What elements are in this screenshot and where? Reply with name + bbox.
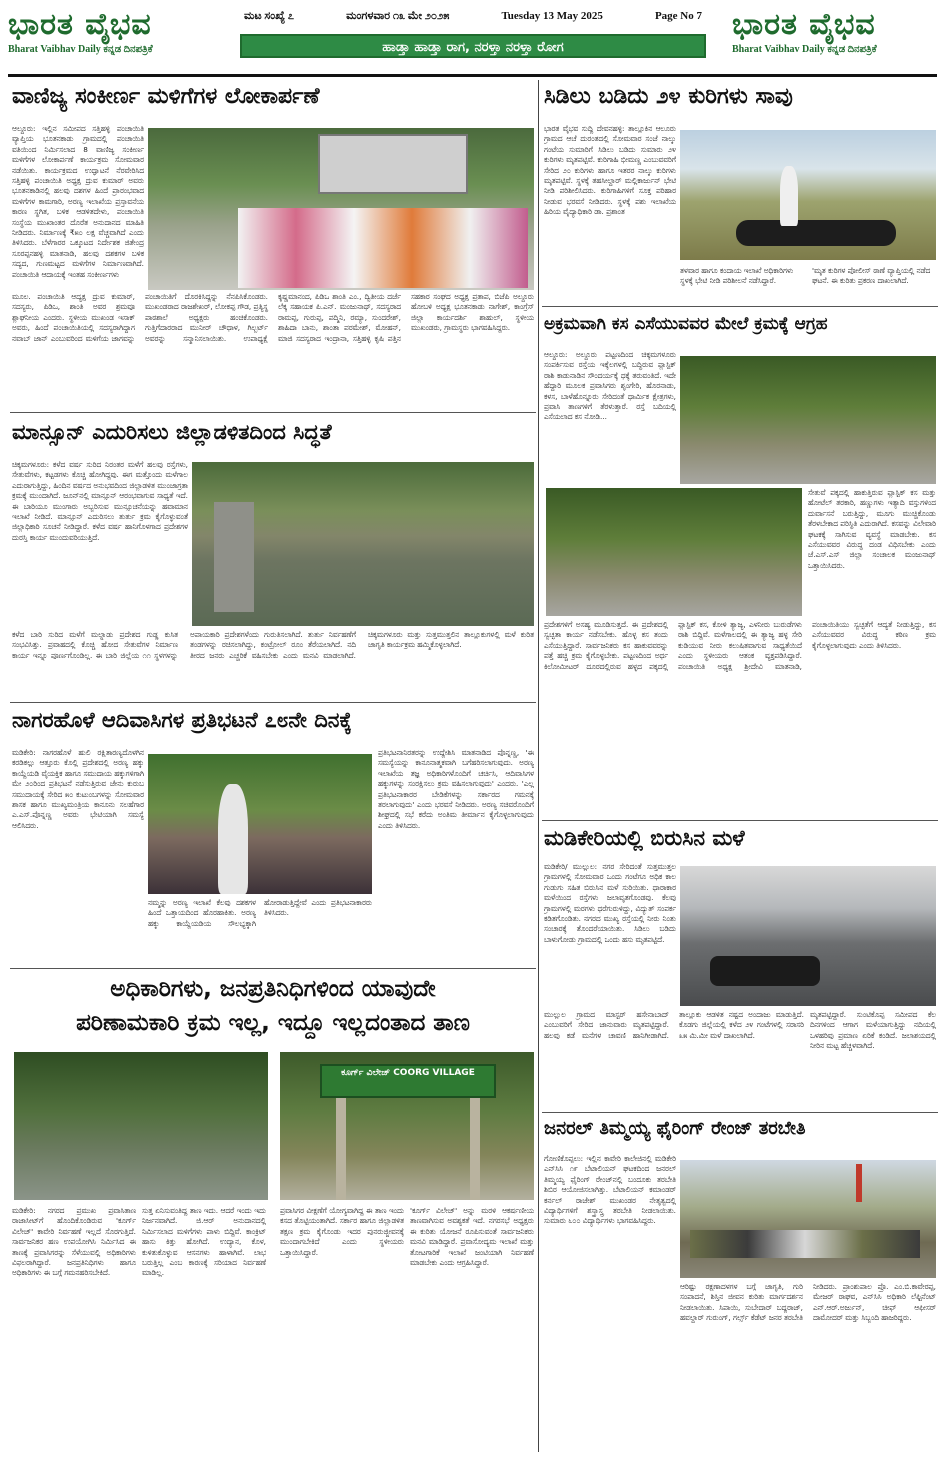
pond-photo: [14, 1052, 268, 1200]
garbage-photo-2: [546, 488, 802, 616]
masthead-rule: [8, 74, 937, 77]
headline: ವಾಣಿಜ್ಯ ಸಂಕೀರ್ಣ ಮಳಿಗೆಗಳ ಲೋಕಾರ್ಪಣೆ: [12, 84, 320, 109]
photo-caption: 'ಮೃತ ಕುರಿಗಳ ಪೋಲೀಸ್ ಠಾಣೆ ವ್ಯಾಪ್ತಿಯಲ್ಲಿ ನಡೆದ ಘಟನೆ. ಈ ಕುರಿತು ಪ್ರಕರಣ ದಾಖಲಾಗಿದೆ.: [812, 266, 931, 286]
article-body: 'ಕೂರ್ಗ್ ವಿಲೇಜ್' ಅನ್ನು ಮರಳಿ ಆಕರ್ಷಣೀಯ ತಾಣವಾಗಿಸುವ ಅವಶ್ಯಕತೆ ಇದೆ. ನಗರಸಭೆ ಅಧ್ಯಕ್ಷರು ಈ ಕುರಿತು ಯೋಜನೆ ರೂಪಿಸುವಂತೆ ಸಾರ್ವಜನಿಕರು ಮನವಿ ಮಾಡಿದ್ದಾರೆ. ಪ್ರವಾಸೋದ್ಯಮ ಇಲಾಖೆ ಮತ್ತು ತೋಟಗಾರಿಕೆ ಇಲಾಖೆ ಜಂಟಿಯಾಗಿ ನಿರ್ವಹಣೆ ಮಾಡಬೇಕು ಎಂದು ಆಗ್ರಹಿಸಿದ್ದಾರೆ.: [410, 1206, 534, 1268]
divider: [10, 412, 536, 413]
river-photo: [192, 462, 534, 626]
article-body: ಮಡಿಕೇರಿ/ ಮುಲ್ಲುಲ: ನಗರ ಸೇರಿದಂತೆ ಸುತ್ತಮುತ್ತಲ ಗ್ರಾಮಗಳಲ್ಲಿ ಸೋಮವಾರ ಒಂದು ಗಂಟೆಗೂ ಅಧಿಕ ಕಾಲ ಗುಡುಗು ಸಹಿತ ಬಿರುಸಿನ ಮಳೆ ಸುರಿಯಿತು. ಧಾರಾಕಾರ ಮಳೆಯಿಂದ ರಸ್ತೆಗಳು ಜಲಾವೃತಗೊಂಡವು. ಕೆಲವು ಗ್ರಾಮಗಳಲ್ಲಿ ಮರಗಳು ಧರೆಗುರುಳಿದ್ದು, ವಿದ್ಯುತ್ ಸಂಪರ್ಕ ಕಡಿತಗೊಂಡಿತು. ನಗರದ ಮುಖ್ಯ ರಸ್ತೆಯಲ್ಲಿ ನೀರು ನಿಂತು ಸಂಚಾರಕ್ಕೆ ತೊಂದರೆಯಾಯಿತು. ಸಿಡಿಲು ಬಡಿದು ಬಾಳುಗೋಡು ಗ್ರಾಮದಲ್ಲಿ ಒಂದು ಹಸು ಮೃತಪಟ್ಟಿದೆ.: [544, 862, 676, 944]
person-graphic: [218, 784, 248, 894]
issue-number: ಮಟ ಸಂಖ್ಯೆ ೭: [244, 9, 294, 22]
cadets-graphic: [690, 1230, 920, 1258]
date-kannada: ಮಂಗಳವಾರ ೧೩ ಮೇ ೨೦೨೫: [346, 9, 450, 22]
inauguration-photo: [148, 128, 534, 290]
coorg-village-gate-photo: [280, 1052, 534, 1200]
article-body: ಭಾರತ ವೈಭವ ಸುದ್ದಿ ದೇವನಹಳ್ಳಿ: ತಾಲ್ಲೂಕಿನ ಆಲೂರು ಗ್ರಾಮದ ಆಚೆ ದುರಂತದಲ್ಲಿ ಸೋಮವಾರ ಸಂಜೆ ನಾಲ್ಕು ಗಂಟೆಯ ಸುಮಾರಿಗೆ ಸಿಡಿಲು ಬಡಿದು ಸುಮಾರು ೨೪ ಕುರಿಗಳು ಮೃತಪಟ್ಟಿವೆ. ಕುರಿಗಾಹಿ ಭೀಮಣ್ಣ ಎಂಬುವವರಿಗೆ ಸೇರಿದ ೨೦ ಕುರಿಗಳು ಹಾಗೂ ಇತರರ ನಾಲ್ಕು ಕುರಿಗಳು ಮೃತಪಟ್ಟಿವೆ. ಸ್ಥಳಕ್ಕೆ ತಹಸೀಲ್ದಾರ್ ಮಲ್ಲಿಕಾರ್ಜುನ್ ಭೇಟಿ ನೀಡಿ ಪರಿಶೀಲಿಸಿದರು. ಕುರಿಗಾಹಿಗಳಿಗೆ ಸೂಕ್ತ ಪರಿಹಾರ ನೀಡುವ ಭರವಸೆ ನೀಡಿದರು. ಸ್ಥಳಕ್ಕೆ ಪಶು ಇಲಾಖೆಯ ಹಿರಿಯ ವೈದ್ಯಾಧಿಕಾರಿ ಡಾ. ಪ್ರಶಾಂತ: [544, 124, 676, 217]
divider: [542, 1112, 938, 1113]
logo-subtitle: Bharat Vaibhav Daily ಕನ್ನಡ ದಿನಪತ್ರಿಕೆ: [8, 44, 153, 55]
gate-post-left: [336, 1098, 346, 1200]
headline: ಅಕ್ರಮವಾಗಿ ಕಸ ಎಸೆಯುವವರ ಮೇಲೆ ಕ್ರಮಕ್ಕೆ ಆಗ್ರಹ: [544, 314, 828, 334]
headline: ಜನರಲ್ ತಿಮ್ಮಯ್ಯ ಫೈರಿಂಗ್ ರೇಂಜ್ ತರಬೇತಿ: [544, 1118, 806, 1139]
article-body: ಮಡಿಕೇರಿ: ನಾಗರಹೊಳೆ ಹುಲಿ ರಕ್ಷಿತಾರಣ್ಯದೊಳಗಿನ ಕರಡಿಕಲ್ಲು ಆತ್ತೂರು ಕೊಲ್ಲಿ ಪ್ರದೇಶದಲ್ಲಿ ಅರಣ್ಯ ಹಕ್ಕು ಕಾಯ್ದೆಯಡಿ ವೈಯಕ್ತಿಕ ಹಾಗೂ ಸಮುದಾಯ ಹಕ್ಕುಗಳಿಗಾಗಿ ಮೇ ೨೦ರಿಂದ ಪ್ರತಿಭಟನೆ ನಡೆಸುತ್ತಿರುವ ಜೇನು ಕುರುಬ ಸಮುದಾಯಕ್ಕೆ ಸೇರಿದ ೫೦ ಕುಟುಂಬಗಳನ್ನು ಸೋಮವಾರ ಶಾಸಕ ಹಾಗೂ ಮುಖ್ಯಮಂತ್ರಿಯ ಕಾನೂನು ಸಲಹೆಗಾರ ಎ.ಎಸ್.ಪೊನ್ನಣ್ಣ ಅವರು ಭೇಟಿಯಾಗಿ ಸಮಸ್ಯೆ ಆಲಿಸಿದರು.: [12, 748, 144, 830]
column-separator: [538, 80, 539, 1452]
dead-sheep-photo: [680, 130, 936, 260]
person-graphic: [780, 166, 798, 226]
article-body: ನಮ್ಮನ್ನು ಅರಣ್ಯ ಇಲಾಖೆ ಕೆಲವು ದಶಕಗಳ ಹಿಂದೆ ಒತ್ತಾಯದಿಂದ ಹೊರಹಾಕಿತು. ಅರಣ್ಯ ಹಕ್ಕು ಕಾಯ್ದೆಯಡಿಯ ಸೌಲಭ್ಯಕ್ಕಾಗಿ ಹೋರಾಡುತ್ತಿದ್ದೇವೆ ಎಂದು ಪ್ರತಿಭಟನಾಕಾರರು ತಿಳಿಸಿದರು.: [148, 898, 372, 928]
logo-subtitle: Bharat Vaibhav Daily ಕನ್ನಡ ದಿನಪತ್ರಿಕೆ: [732, 44, 877, 55]
rain-street-photo: [680, 866, 936, 1006]
masthead-logo-right: [732, 6, 937, 68]
article-body: ಚಿಕ್ಕಮಗಳೂರು: ಕಳೆದ ವರ್ಷ ಸುರಿದ ನಿರಂತರ ಮಳೆಗೆ ಹಲವು ರಸ್ತೆಗಳು, ಸೇತುವೆಗಳು, ಕಟ್ಟಡಗಳು ಕೊಚ್ಚಿ ಹೋಗಿದ್ದವು. ಈಗ ಮತ್ತೊಂದು ಮಳೆಗಾಲ ಎದುರಾಗುತ್ತಿದ್ದು, ಹಿಂದಿನ ವರ್ಷದ ಅನುಭವದಿಂದ ಜಿಲ್ಲಾಡಳಿತ ಮುಂಜಾಗ್ರತಾ ಕ್ರಮಕ್ಕೆ ಮುಂದಾಗಿದೆ. ಜೂನ್‌ನಲ್ಲಿ ಮಾನ್ಸೂನ್ ಆರಂಭವಾಗುವ ಸಾಧ್ಯತೆ ಇದೆ. ಈ ಬಾರಿಯೂ ಮುಂಗಾರು ಅಬ್ಬರಿಸುವ ಮುನ್ಸೂಚನೆಯನ್ನು ಹವಾಮಾನ ಇಲಾಖೆ ನೀಡಿದೆ. ಮಾನ್ಸೂನ್ ಎದುರಿಸಲು ತುರ್ತು ಕ್ರಮ ಕೈಗೊಳ್ಳುವಂತೆ ಜಿಲ್ಲಾಧಿಕಾರಿ ಸೂಚನೆ ನೀಡಿದ್ದಾರೆ. ಕಳೆದ ವರ್ಷ ಹಾನಿಗೊಳಗಾದ ಪ್ರದೇಶಗಳ ದುರಸ್ತಿ ಕಾರ್ಯ ಮುಂದುವರಿಯುತ್ತಿದೆ.: [12, 460, 188, 542]
article-body: ಸೇತುವೆ ಪಕ್ಕದಲ್ಲಿ ಹಾಕುತ್ತಿರುವ ಪ್ಲಾಸ್ಟಿಕ್ ಕಸ ಮತ್ತು ಹೋಟೆಲ್ ತರಕಾರಿ, ಹಣ್ಣುಗಳು ಇತ್ಯಾದಿ ವಸ್ತುಗಳಿಂದ ದುರ್ವಾಸನೆ ಬರುತ್ತಿದ್ದು, ಮೂಗು ಮುಚ್ಚಿಕೊಂಡು ತೆರಳಬೇಕಾದ ಪರಿಸ್ಥಿತಿ ಎದುರಾಗಿದೆ. ಕಸವನ್ನು ವಿಲೇವಾರಿ ಘಟಕಕ್ಕೆ ಸಾಗಿಸುವ ವ್ಯವಸ್ಥೆ ಮಾಡಬೇಕು. ಕಸ ಎಸೆಯುವವರ ವಿರುದ್ಧ ದಂಡ ವಿಧಿಸಬೇಕು ಎಂದು ಜೆ.ಎಸ್.ಎಸ್ ಜಿಲ್ಲಾ ಸಂಚಾಲಕ ಮಂಜುನಾಥ್ ಒತ್ತಾಯಿಸಿದರು.: [808, 488, 936, 570]
masthead: [8, 6, 937, 72]
headline: ನಾಗರಹೊಳೆ ಆದಿವಾಸಿಗಳ ಪ್ರತಿಭಟನೆ ೭೮ನೇ ದಿನಕ್ಕೆ: [12, 708, 352, 732]
issue-meta: [240, 6, 706, 26]
article-body: ಪ್ರವಾಸಿಗರ ವೀಕ್ಷಣೆಗೆ ಯೋಗ್ಯವಾಗಿದ್ದ ಈ ತಾಣ ಇಂದು ಕಸದ ತೊಟ್ಟಿಯಂತಾಗಿದೆ. ಸರ್ಕಾರ ಹಾಗೂ ಜಿಲ್ಲಾಡಳಿತ ತಕ್ಷಣ ಕ್ರಮ ಕೈಗೊಂಡು ಇದರ ಪುನರುಜ್ಜೀವನಕ್ಕೆ ಮುಂದಾಗಬೇಕಿದೆ ಎಂದು ಸ್ಥಳೀಯರು ಒತ್ತಾಯಿಸಿದ್ದಾರೆ.: [280, 1206, 404, 1257]
article-body: ಮುಲ್ಲುಲ ಗ್ರಾಮದ ಮಾಸ್ಟರ್ ಹಸೇನಾಬಾದ್ ಎಂಬುವರಿಗೆ ಸೇರಿದ ಜಾನುವಾರು ಮೃತಪಟ್ಟಿದ್ದಾರೆ. ಹಲವು ಕಡೆ ಮನೆಗಳ ಚಾವಣಿ ಹಾನಿಗೀಡಾಗಿದೆ. ತಾಲ್ಲೂಕು ಆಡಳಿತ ನಷ್ಟದ ಅಂದಾಜು ಮಾಡುತ್ತಿದೆ. ಕೊಡಗು ಜಿಲ್ಲೆಯಲ್ಲಿ ಕಳೆದ ೨೪ ಗಂಟೆಗಳಲ್ಲಿ ಸರಾಸರಿ ೩೫ ಮಿ.ಮೀ ಮಳೆ ದಾಖಲಾಗಿದೆ.: [544, 1010, 804, 1040]
headline: ಅಧಿಕಾರಿಗಳು, ಜನಪ್ರತಿನಿಧಿಗಳಿಂದ ಯಾವುದೇ: [110, 976, 436, 1002]
headline: ಮಡಿಕೇರಿಯಲ್ಲಿ ಬಿರುಸಿನ ಮಳೆ: [544, 826, 745, 850]
headline: ಸಿಡಿಲು ಬಡಿದು ೨೪ ಕುರಿಗಳು ಸಾವು: [544, 84, 793, 109]
article-body: ಮೃತಪಟ್ಟಿದ್ದಾರೆ. ಸುಂಟಿಕೊಪ್ಪ ಸಮೀಪದ ಕೆಲ ದಿನಗಳಿಂದ ಆಗಾಗ ಮಳೆಯಾಗುತ್ತಿದ್ದು ನದಿಯಲ್ಲಿ ಒಳಹರಿವು ಪ್ರಮಾಣ ಏರಿಕೆ ಕಂಡಿದೆ. ಜಲಾಶಯದಲ್ಲಿ ನೀರಿನ ಮಟ್ಟ ಹೆಚ್ಚಳವಾಗಿದೆ.: [810, 1010, 936, 1051]
garbage-photo-1: [680, 356, 936, 484]
headline: ಮಾನ್ಸೂನ್ ಎದುರಿಸಲು ಜಿಲ್ಲಾಡಳಿತದಿಂದ ಸಿದ್ಧತೆ: [12, 420, 332, 444]
masthead-center: [240, 6, 706, 68]
gate-post-right: [470, 1098, 480, 1200]
photo-caption: ತಳವಾರ ಹಾಗೂ ಕಂದಾಯ ಇಲಾಖೆ ಅಧಿಕಾರಿಗಳು ಸ್ಥಳಕ್ಕೆ ಭೇಟಿ ನೀಡಿ ಪರಿಶೀಲನೆ ನಡೆಸಿದ್ದಾರೆ.: [680, 266, 794, 286]
article-body: ಸುತ್ತ ಏನಿಸುವಂತಿದ್ದ ತಾಣ ಇದು. ಆದರೆ ಇಂದು ಇದು ನಿರ್ಜನವಾಗಿದೆ. ಜಿ.ಆರ್ ಅನುದಾನದಲ್ಲಿ ನಿರ್ಮಿಸಲಾದ ಮಳಿಗೆಗಳು ಪಾಳು ಬಿದ್ದಿವೆ. ಕಾಂಕ್ರಿಟ್ ಹಾಸು ಕಿತ್ತು ಹೋಗಿದೆ. ಉದ್ಯಾನ, ಕೊಳ, ಕುಳಿತುಕೊಳ್ಳುವ ಆಸನಗಳು ಹಾಳಾಗಿವೆ. ಲಾಭ ಬರುತ್ತಿಲ್ಲ ಎಂಬ ಕಾರಣಕ್ಕೆ ಸರಿಯಾದ ನಿರ್ವಹಣೆ ಮಾಡಿಲ್ಲ.: [142, 1206, 266, 1278]
divider: [542, 306, 938, 307]
logo-text: ಭಾರತ ವೈಭವ: [8, 7, 152, 42]
article-body: ಗೋಣಿಕೊಪ್ಪಲು: ಇಲ್ಲಿನ ಕಾವೇರಿ ಕಾಲೇಜಿನಲ್ಲಿ ಮಡಿಕೇರಿ ಎನ್‌ಸಿಸಿ ೧೯ ಬೆಟಾಲಿಯನ್ ಘಟಕದಿಂದ ಜನರಲ್ ತಿಮ್ಮಯ್ಯ ಫೈರಿಂಗ್ ರೇಂಜ್‌ನಲ್ಲಿ ಬಂದೂಕು ತರಬೇತಿ ಶಿಬಿರ ಆಯೋಜಿಸಲಾಗಿತ್ತು. ಬೆಟಾಲಿಯನ್ ಕಮಾಂಡರ್ ಕರ್ನಲ್ ರಾಜೇಶ್ ಮುಖಂಡರ ನೇತೃತ್ವದಲ್ಲಿ ವಿದ್ಯಾರ್ಥಿಗಳಿಗೆ ಶಸ್ತ್ರಾಸ್ತ್ರ ತರಬೇತಿ ನೀಡಲಾಯಿತು. ಸುಮಾರು ೬೦೦ ವಿದ್ಯಾರ್ಥಿಗಳು ಭಾಗವಹಿಸಿದ್ದರು.: [544, 1154, 676, 1226]
divider: [542, 820, 938, 821]
tagline: ಹಾಡ್ತಾ ಹಾಡ್ತಾ ರಾಗ, ನರಳ್ತಾ ನರಳ್ತಾ ರೋಗ: [240, 34, 706, 58]
logo-text: ಭಾರತ ವೈಭವ: [732, 7, 876, 42]
firing-range-photo: [680, 1160, 936, 1278]
article-body: ಪ್ರದೇಶಗಳಿಗೆ ಅಸಹ್ಯ ಮೂಡಿಸುತ್ತದೆ. ಈ ಪ್ರದೇಶದಲ್ಲಿ ಸ್ವಚ್ಛತಾ ಕಾರ್ಯ ನಡೆಸಬೇಕು. ಹೊಳ್ಳ ಕಸ ತಂದು ಎಸೆಯುತ್ತಿದ್ದಾರೆ. ಸಾರ್ವಜನಿಕರು ಕಸ ಹಾಕುವವರನ್ನು ಪತ್ತೆ ಹಚ್ಚಿ ಕ್ರಮ ಕೈಗೊಳ್ಳಬೇಕು. ಪಟ್ಟಣದಿಂದ ಅರ್ಧ ಕಿಲೋಮೀಟರ್ ದೂರದಲ್ಲಿರುವ ಹಳ್ಳದ ಪಕ್ಕದಲ್ಲಿ ಪ್ಲಾಸ್ಟಿಕ್ ಕಸ, ಕೋಳಿ ತ್ಯಾಜ್ಯ, ಎಳನೀರು ಬುರುಡೆಗಳು ರಾಶಿ ಬಿದ್ದಿವೆ. ಮಳೆಗಾಲದಲ್ಲಿ ಈ ತ್ಯಾಜ್ಯ ಹಳ್ಳ ಸೇರಿ ಕುಡಿಯುವ ನೀರು ಕಲುಷಿತವಾಗುವ ಸಾಧ್ಯತೆಯಿದೆ ಎಂದು ಸ್ಥಳೀಯರು ಆತಂಕ ವ್ಯಕ್ತಪಡಿಸಿದ್ದಾರೆ. ಪಂಚಾಯಿತಿ ಅಧ್ಯಕ್ಷ ಶ್ರೀದೇವಿ ಮಾತನಾಡಿ, ಪಂಚಾಯಿತಿಯು ಸ್ವಚ್ಛತೆಗೆ ಆದ್ಯತೆ ನೀಡುತ್ತಿದ್ದು, ಕಸ ಎಸೆಯುವವರ ವಿರುದ್ಧ ಕಠಿಣ ಕ್ರಮ ಕೈಗೊಳ್ಳಲಾಗುವುದು ಎಂದು ತಿಳಿಸಿದರು.: [544, 620, 936, 671]
flag-graphic: [856, 1164, 862, 1202]
article-body: ಆಲ್ದೂರು: ಅಲ್ದೂರು ಪಟ್ಟಣದಿಂದ ಚಿಕ್ಕಮಗಳೂರು ಸಂಪರ್ಕಿಸುವ ರಸ್ತೆಯ ಇಕ್ಕೆಲಗಳಲ್ಲಿ ಬದ್ಧಿರುವ ಪ್ಲಾಸ್ಟಿಕ್ ರಾಶಿ ಕಾಡುನಾಡಿನ ಸೌಂದರ್ಯಕ್ಕೆ ಧಕ್ಕೆ ತರುವಂತಿದೆ. ಇದೇ ಹೆದ್ದಾರಿ ಮೂಲಕ ಪ್ರವಾಸಿಗರು ಶೃಂಗೇರಿ, ಹೊರನಾಡು, ಕಳಸ, ಬಾಳೆಹೊನ್ನೂರು ಸೇರಿದಂತೆ ಧಾರ್ಮಿಕ ಕ್ಷೇತ್ರಗಳು, ಪ್ರವಾಸಿ ತಾಣಗಳಿಗೆ ತೆರಳುತ್ತಾರೆ. ರಸ್ತೆ ಬದಿಯಲ್ಲಿ ಎಸೆಯಲಾದ ಕಸ ನೋಡಿ...: [544, 350, 676, 422]
group-graphic: [238, 208, 528, 288]
date-english: Tuesday 13 May 2025: [501, 10, 603, 22]
page-number: Page No 7: [654, 10, 702, 22]
divider: [10, 702, 536, 703]
protest-photo: [148, 754, 372, 894]
sheep-graphic: [736, 220, 896, 246]
divider: [10, 968, 536, 969]
masthead-logo-left: [8, 6, 213, 68]
article-body: ಆರಿಷ್ಟು ರಕ್ಷಣಾದಳಗಳ ಬಗ್ಗೆ ಜಾಗೃತಿ, ಗುರಿ ಸಂಪಾದನೆ, ಶಿಸ್ತಿನ ಜೀವನ ಕುರಿತು ಮಾರ್ಗದರ್ಶನ ನೀಡಲಾಯಿತು. ಸಿಪಾಯಿ, ಸುಬೇದಾರ್ ಬದ್ದರಾಜ್, ಹವಲ್ದಾರ್ ಗುರುಂಗ್, ಗರ್ಲ್ಸ್ ಕೆಡೆಟ್ ಜನರ ತರಬೇತಿ ನೀಡಿದರು. ಪ್ರಾಂಶುಪಾಲ ಪ್ರೊ. ಎಂ.ಬಿ.ಕಾವೇರಪ್ಪ, ಮೇಜರ್ ರಾಘವ, ಎನ್‌ಸಿಸಿ ಅಧಿಕಾರಿ ಲೆಫ್ಟಿನೆಂಟ್ ಎನ್.ಆರ್.ಅರ್ಜುನ್, ಚೀಫ್ ಆಫೀಸರ್ ದಾಮೋದರ್ ಮತ್ತು ಸಿಬ್ಬಂದಿ ಹಾಜರಿದ್ದರು.: [680, 1282, 936, 1323]
gate-sign: ಕೂರ್ಗ್ ವಿಲೇಜ್ COORG VILLAGE: [320, 1064, 496, 1098]
headline: ಪರಿಣಾಮಕಾರಿ ಕ್ರಮ ಇಲ್ಲ, ಇದ್ದೂ ಇಲ್ಲದಂತಾದ ತಾಣ: [76, 1010, 470, 1036]
article-body: ಮಡಿಕೇರಿ: ನಗರದ ಪ್ರಮುಖ ಪ್ರವಾಸಿತಾಣ ರಾಜಾಸೀಟ್‌ಗೆ ಹೊಂದಿಕೊಂಡಿರುವ 'ಕೂರ್ಗ್ ವಿಲೇಜ್' ಕಾವೇರಿ ನಿರ್ವಹಣೆ ಇಲ್ಲದೆ ಸೊರಗುತ್ತಿದೆ. ಸಾರ್ವಜನಿಕರ ಹಣ ಉಪಯೋಗಿಸಿ ನಿರ್ಮಿಸಿದ ಈ ತಾಣಕ್ಕೆ ಪ್ರವಾಸಿಗರನ್ನು ಸೆಳೆಯುವಲ್ಲಿ ಅಧಿಕಾರಿಗಳು ವಿಫಲರಾಗಿದ್ದಾರೆ. ಜನಪ್ರತಿನಿಧಿಗಳು ಹಾಗೂ ಅಧಿಕಾರಿಗಳು ಈ ಬಗ್ಗೆ ಗಮನಹರಿಸಬೇಕಿದೆ.: [12, 1206, 136, 1278]
article-body: ಪ್ರತಿಭಟನಾನಿರತರನ್ನು ಉದ್ದೇಶಿಸಿ ಮಾತನಾಡಿದ ಪೊನ್ನಣ್ಣ, 'ಈ ಸಮಸ್ಯೆಯನ್ನು ಕಾನೂನಾತ್ಮಕವಾಗಿ ಬಗೆಹರಿಸಲಾಗುವುದು. ಅರಣ್ಯ ಇಲಾಖೆಯ ತಜ್ಞ ಅಧಿಕಾರಿಗಳೊಂದಿಗೆ ಚರ್ಚಿಸಿ, ಆದಿವಾಸಿಗಳ ಹಕ್ಕುಗಳನ್ನು ಸಂರಕ್ಷಿಸಲು ಕ್ರಮ ವಹಿಸಲಾಗುವುದು' ಎಂದರು. 'ಎಲ್ಲ ಪ್ರತಿಭಟನಾಕಾರರ ಬೇಡಿಕೆಗಳನ್ನು ಸರ್ಕಾರದ ಗಮನಕ್ಕೆ ತರಲಾಗುವುದು' ಎಂದು ಭರವಸೆ ನೀಡಿದರು. ಅರಣ್ಯ ಸಚಿವರೊಂದಿಗೆ ಶೀಘ್ರದಲ್ಲಿ ಸಭೆ ಕರೆದು ಅಂತಿಮ ತೀರ್ಮಾನ ಕೈಗೊಳ್ಳಲಾಗುವುದು ಎಂದು ತಿಳಿಸಿದರು.: [378, 748, 534, 830]
article-body: ಕಳೆದ ಬಾರಿ ಸುರಿದ ಮಳೆಗೆ ಮಲ್ನಾಡು ಪ್ರದೇಶದ ಗುಡ್ಡ ಕುಸಿತ ಸಂಭವಿಸಿತ್ತು. ಪ್ರವಾಹದಲ್ಲಿ ಕೊಚ್ಚಿ ಹೋದ ಸೇತುವೆಗಳ ನಿರ್ಮಾಣ ಕಾರ್ಯ ಇನ್ನೂ ಪೂರ್ಣಗೊಂಡಿಲ್ಲ. ಈ ಬಾರಿ ಜಿಲ್ಲೆಯ ೧೧ ಸ್ಥಳಗಳನ್ನು ಅಪಾಯಕಾರಿ ಪ್ರದೇಶಗಳೆಂದು ಗುರುತಿಸಲಾಗಿದೆ. ತುರ್ತು ನಿರ್ವಹಣೆಗೆ ತಂಡಗಳನ್ನು ರಚಿಸಲಾಗಿದ್ದು, ಕಂಟ್ರೋಲ್ ರೂಂ ತೆರೆಯಲಾಗಿದೆ. ನದಿ ತೀರದ ಜನರು ಎಚ್ಚರಿಕೆ ವಹಿಸಬೇಕು ಎಂದು ಮನವಿ ಮಾಡಲಾಗಿದೆ. ಚಿಕ್ಕಮಗಳೂರು ಮತ್ತು ಸುತ್ತಮುತ್ತಲಿನ ತಾಲ್ಲೂಕುಗಳಲ್ಲಿ ಮಳೆ ಕುರಿತ ಜಾಗೃತಿ ಕಾರ್ಯಕ್ರಮ ಹಮ್ಮಿಕೊಳ್ಳಲಾಗಿದೆ.: [12, 630, 534, 660]
pillar-graphic: [214, 502, 254, 612]
article-body: ಆಲ್ದೂರು: ಇಲ್ಲಿನ ಸಮೀಪದ ಸತ್ತಿಹಳ್ಳಿ ಪಂಚಾಯಿತಿ ವ್ಯಾಪ್ತಿಯ ಭೂತನಕಾಡು ಗ್ರಾಮದಲ್ಲಿ ಪಂಚಾಯಿತಿ ವತಿಯಿಂದ ನಿರ್ಮಿಸಲಾದ 8 ವಾಣಿಜ್ಯ ಸಂಕೀರ್ಣ ಮಳಿಗೆಗಳ ಲೋಕಾರ್ಪಣೆ ಕಾರ್ಯಕ್ರಮ ಸೋಮವಾರ ನಡೆಯಿತು. ಕಾರ್ಯಕ್ರಮದ ಉದ್ಘಾಟನೆ ನೆರವೇರಿಸಿದ ಸತ್ತಿಹಳ್ಳಿ ಪಂಚಾಯಿತಿ ಅಧ್ಯಕ್ಷ ದ್ರುವ ಕುಮಾರ್ ಅವರು ಭೂತನಕಾಡಿನಲ್ಲಿ ಹಲವು ದಶಗಳ ಹಿಂದೆ ಪ್ರಾರಂಭವಾದ ಮಳಿಗೆಗಳ ಕಾಮಗಾರಿ, ಅರಣ್ಯ ಇಲಾಖೆಯ ಪ್ರಸ್ತಾವನೆಯ ಕಾರಣ ಸ್ಥಗಿತ, ಬಳಿಕ ಆಡಳಿತದೇಳು, ಪಂಚಾಯಿತಿ ಸಂಸ್ಥೆಯ ಮುಖಾಂತರ ದೊರೆತ ಅನುದಾನದ ಮಾಹಿತಿ ನೀಡಿದರು. ನಿರ್ಮಾಣಕ್ಕೆ ₹೫೦ ಲಕ್ಷ ವೆಚ್ಚವಾಗಿದೆ ಎಂದು ತಿಳಿಸಿದರು. ಬೆಳೆಗಾರರ ಒಕ್ಕೂಟದ ನಿರ್ದೇಶಕ ಜಿತೇಂದ್ರ ಸೂರಪ್ಪನಹಳ್ಳಿ ಮಾತನಾಡಿ, ಹಲವು ದಶಕಗಳ ಬಳಿಕ ಸದ್ಯದ, ಗುಣಮಟ್ಟದ ಮಳಿಗೆಗಳ ನಿರ್ಮಾಣವಾಗಿದೆ. ಪಂಚಾಯಿತಿ ಆದಾಯಕ್ಕೆ ಇಂತಹ ಸಂಕೀರ್ಣಗಳು: [12, 124, 144, 279]
shutter-graphic: [318, 134, 468, 194]
article-body: ಮೂಲ. ಪಂಚಾಯಿತಿ ಆದ್ಯಕ್ಷ ದ್ರುವ ಕುಮಾರ್, ಸದಸ್ಯರು, ಪಿಡಿಒ, ಶಾಂತಿ ಅವರ ಶ್ರಮವೂ ಶ್ಲಾಘನೀಯ ಎಂದರು. ಸ್ಥಳೀಯ ಮುಖಂಡ ಇಸಾಕ್ ಅವರು, ಹಿಂದೆ ಪಂಚಾಯಿತಿಯಲ್ಲಿ ಸದಸ್ಯರಾಗಿದ್ದಾಗ ನವಾಬ್ ಜಾನ್ ಎಂಬುವರಿಂದ ಮಳಿಗೆಯ ಜಾಗವನ್ನು ಪಂಚಾಯಿತಿಗೆ ದೊರಕಿಸಿದ್ದನ್ನು ನೆನಪಿಸಿಕೊಂಡರು. ಮುಖಂಡರಾದ ರಾಜಶೇಖರ್, ಲೋಕಪ್ಪ ಗೌಡ, ಪ್ರತ್ಯಿಸ್ಥ ಪಾಠಶಾಲೆ ಅಧ್ಯಕ್ಷರು ಹಂಚಿಕೊಂಡರು. ಗುತ್ತಿಗೆದಾರರಾದ ಮುನೀರ್ ಚೌಧಾಳ, ಗಿಲ್ಬರ್ಟ್ ಅವರನ್ನು ಸನ್ಮಾನಿಸಲಾಯಿತು. ಉಪಾಧ್ಯಕ್ಷೆ ಕೃಷ್ಣಮಾನಂದ, ಪಿಡಿಒ ಶಾಂತಿ ಎಂ., ದ್ವಿತೀಯ ದರ್ಜೆ ಲೆಕ್ಕ ಸಹಾಯಕ ಪಿ.ಎನ್. ಮಂಜುನಾಥ್, ಸದಸ್ಯರಾದ ರಾಮಪ್ಪ, ಗುರುಪ್ಪ, ಪದ್ಮಿನಿ, ರಮ್ಯಾ, ಸುಂದರೇಶ್, ಶಾಹಿದಾ ಬಾನು, ಶಾಂತಾ ಪರಮೇಶ್, ಮೋಹನ್, ಮಾಜಿ ಸದಸ್ಯರಾದ ಇಂದ್ರಾನಾ, ಸತ್ತಿಹಳ್ಳಿ ಕೃಷಿ ಪತ್ತಿನ ಸಹಕಾರ ಸಂಘದ ಅಧ್ಯಕ್ಷ ಪ್ರತಾಪ, ಬಿಜೆಪಿ ಅಲ್ದೂರು ಹೋಬಳಿ ಅಧ್ಯಕ್ಷ ಭೂತನಕಾಡು ನಾಗೇಶ್, ಕಾಂಗ್ರೆಸ್ ಜಿಲ್ಲಾ ಕಾರ್ಯದರ್ಶಿ ಶಾಹುಲ್, ಸ್ಥಳೀಯ ಮುಖಂಡರು, ಗ್ರಾಮಸ್ಥರು ಭಾಗವಹಿಸಿದ್ದರು.: [12, 292, 534, 343]
bikes-graphic: [710, 956, 820, 986]
